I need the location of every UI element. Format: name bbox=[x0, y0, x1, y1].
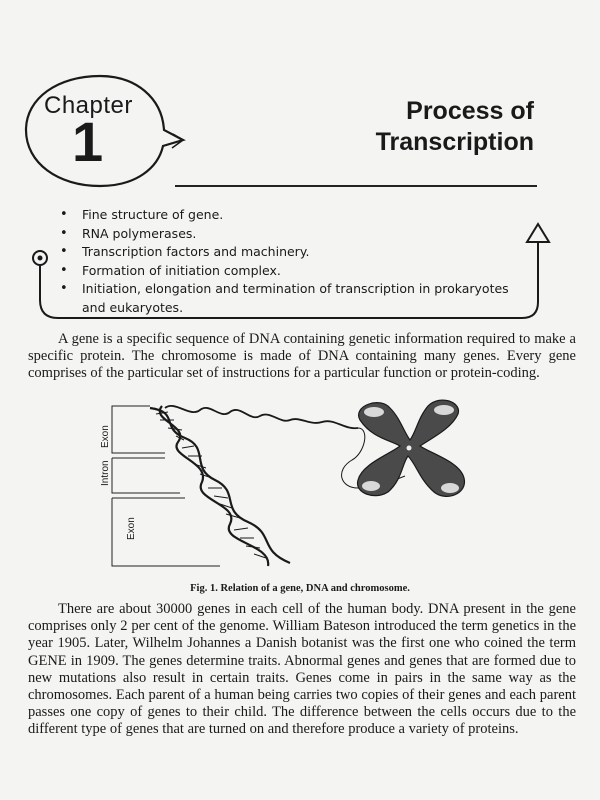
chapter-number: 1 bbox=[72, 110, 104, 173]
exon-top-label: Exon bbox=[100, 425, 111, 448]
genes-paragraph: There are about 30000 genes in each cell of the human body. DNA present in the gene comprises only 2 per cent of the genome. William Bateson introduced the term genetics in the year 1905. Later, Wilhelm Johannes a Danish botanist was the first one who coined the term GENE in 1909. The genes determine traits. Abnormal genes and genes that are formed due to new mutations also result in certain traits. Genes come in pairs in the same way as the chromosomes. Each parent of a human being carries two copies of their genes and each parent passes one copy of genes to their child. The difference between the cells occurs due to the different type of genes that are turned on and therefore produce a variety of proteins. bbox=[28, 601, 576, 738]
objective-item: • Initiation, elongation and termination of transcription in prokaryotes and eukaryotes. bbox=[56, 280, 526, 317]
intro-paragraph: A gene is a specific sequence of DNA containing genetic information required to make a specific protein. The chromosome is made of DNA containing many genes. Every gene comprises of the particular set of instructions for a particular function or protein-coding. bbox=[28, 331, 576, 382]
objective-item: • Formation of initiation complex. bbox=[56, 262, 526, 281]
gene-dna-chromosome-figure bbox=[90, 398, 490, 578]
segment-brackets bbox=[112, 406, 220, 566]
intron-label: Intron bbox=[100, 460, 111, 486]
chromosome-shape bbox=[358, 400, 465, 496]
chapter-objectives-list bbox=[56, 206, 526, 318]
exon-bottom-label: Exon bbox=[126, 517, 137, 540]
objective-item: • Fine structure of gene. bbox=[56, 206, 526, 225]
figure-caption: Fig. 1. Relation of a gene, DNA and chromosome. bbox=[190, 583, 410, 594]
chapter-title-line-1: Process of bbox=[406, 97, 534, 125]
objective-item: • Transcription factors and machinery. bbox=[56, 243, 526, 262]
chapter-label: Chapter bbox=[44, 92, 133, 119]
chapter-title-line-2: Transcription bbox=[375, 128, 534, 156]
objective-item: • RNA polymerases. bbox=[56, 225, 526, 244]
